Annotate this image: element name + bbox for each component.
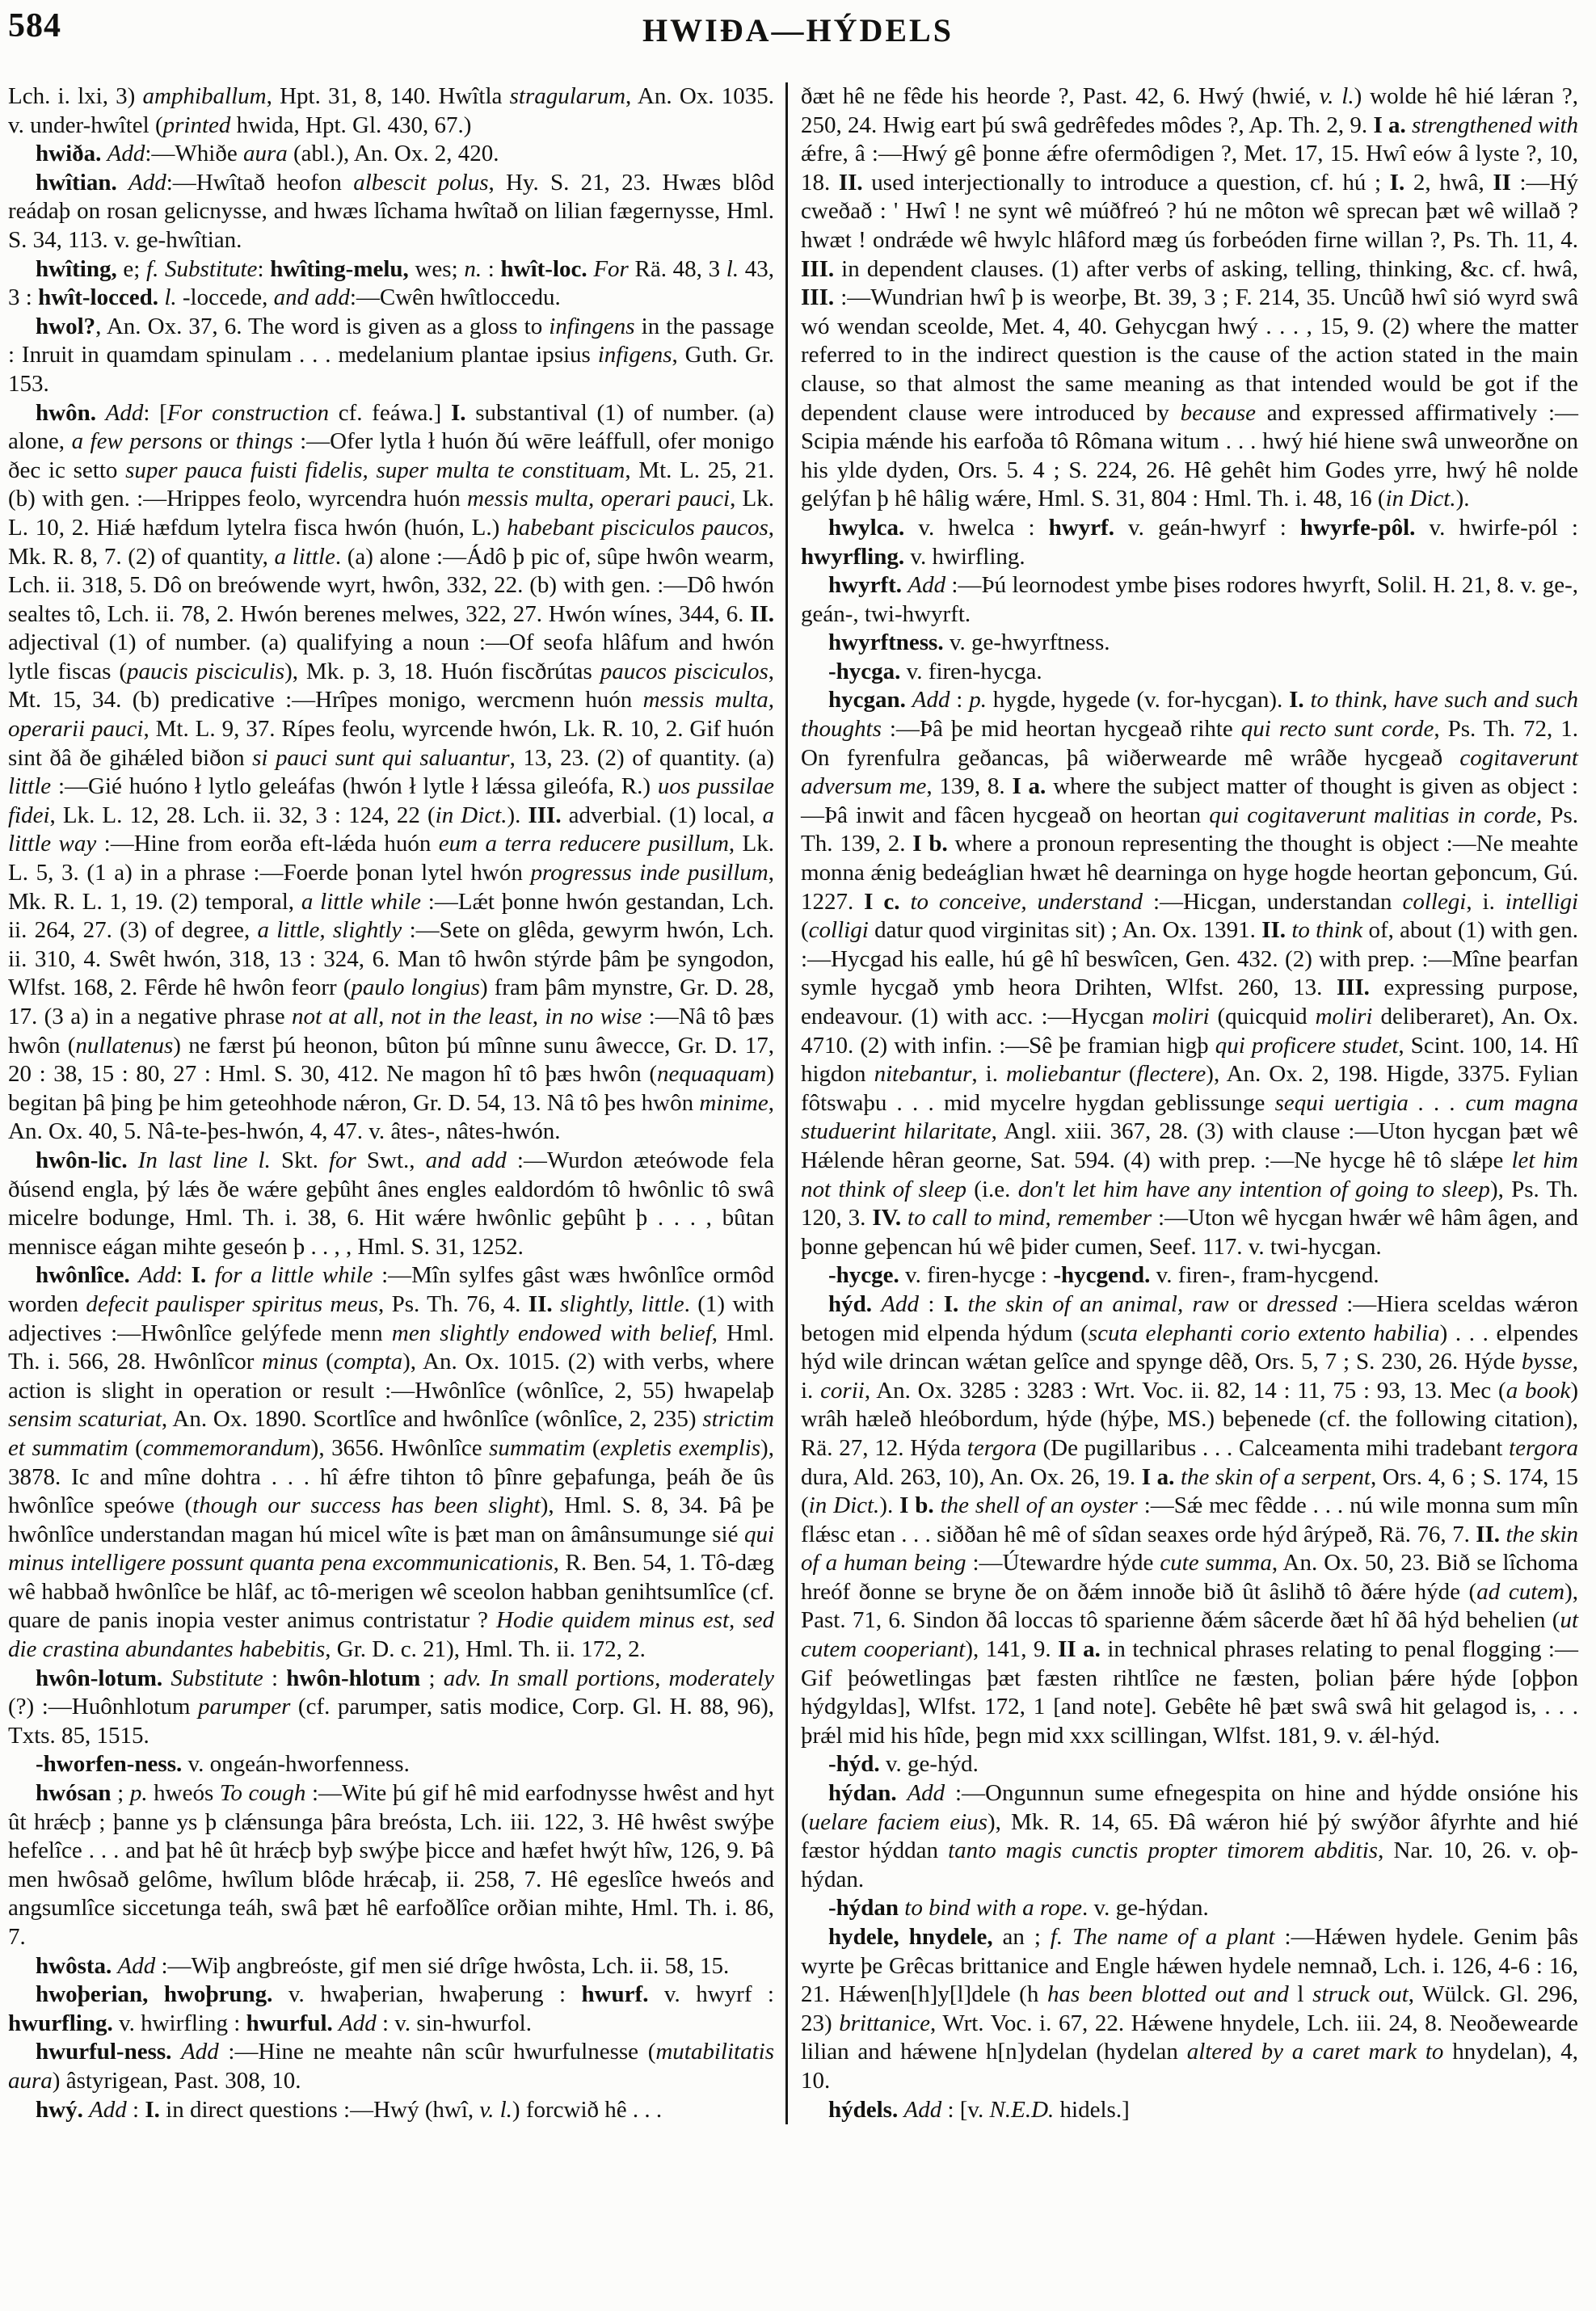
entry-paragraph: hwylca. v. hwelca : hwyrf. v. geán-hwyrf : hwyrfe-pôl. v. hwirfe-pól : hwyrfling. v. hwirfling. (801, 514, 1578, 570)
page-number: 584 (8, 7, 61, 44)
entry-paragraph: hwôn-lic. In last line l. Skt. for Swt., and add :—Wurdon æteówode fela ðúsend engla, þý lǽs ðe wǽre geþûht ânes engles ealdordóm tô hwônlic tô swâ micelre bodunge, Hml. Th. i. 38, 6. Hit wǽre hwônlic geþûht þ . . . , bûtan mennisce eágan mihte geseón þ . . , , Hml. S. 31, 1252. (8, 1147, 775, 1260)
column-left (8, 82, 785, 2124)
entry-paragraph: hwîtian. Add:—Hwîtað heofon albescit polus, Hy. S. 21, 23. Hwæs blôd reádaþ on rosan gelicnysse, and hwæs lîchama hwîtað on lilian fægernysse, Hml. S. 34, 113. v. ge-hwîtian. (8, 169, 775, 253)
entry-paragraph: -hýd. v. ge-hýd. (828, 1751, 979, 1778)
entry-paragraph: hwîting, e; f. Substitute: hwîting-melu, wes; n. : hwît-loc. For Rä. 48, 3 l. 43, 3 : hwît-locced. l. -loccede, and add:—Cwên hwîtloccedu. (8, 255, 775, 311)
entry-paragraph: hwurful-ness. Add :—Hine ne meahte nân scûr hwurfulnesse (mutabilitatis aura) âstyrigean, Past. 308, 10. (8, 2039, 774, 2094)
entry-paragraph: hwý. Add : I. in direct questions :—Hwý (hwî, v. l.) forcwið hê . . . (36, 2096, 663, 2123)
entry-paragraph: hycgan. Add : p. hygde, hygede (v. for-hycgan). I. to think, have such and such thoughts :—Þâ þe mid heortan hycgeað rihte qui recto sunt corde, Ps. Th. 72, 1. On fyrenfulra geðancas, þâ wiðerwearde mê wrâðe hycgeað cogitaverunt adversum me, 139, 8. I a. where the subject matter of thought is given as object :—Þâ inwit and fâcen hycgeað on heortan qui cogitaverunt malitias in corde, Ps. Th. 139, 2. I b. where a pronoun representing the thought is object :—Ne meahte monna ǽnig bedeáglian hwæt hê dearninga on hyge hogde heortan geþoncum, Gú. 1227. I c. to conceive, understand :—Hicgan, understandan collegi, i. intelligi (colligi datur quod virginitas sit) ; An. Ox. 1391. II. to think of, about (1) with gen. :—Hycgad his ealle, hú gê hî beswîcen, Gen. 432. (2) with prep. :—Mîne þearfan symle hycgað ymb heora Drihten, Wlfst. 260, 13. III. expressing purpose, endeavour. (1) with acc. :—Hycgan moliri (quicquid moliri deliberaret), An. Ox. 4710. (2) with infin. :—Sê þe framian higþ qui proficere studet, Scint. 100, 14. Hî higdon nitebantur, i. moliebantur (flectere), An. Ox. 2, 198. Higde, 3375. Fylian fôtswaþu . . . mid mycelre hygdan geblissunge sequi uertigia . . . cum magna studuerint hilaritate, Angl. xiii. 367, 28. (3) with clause :—Uton hycgan þæt wê Hǽlende hêran georne, Sat. 594. (4) with prep. :—Ne hycge hê tô slǽpe let him not think of sleep (i.e. don't let him have any intention of going to sleep), Ps. Th. 120, 3. IV. to call to mind, remember :—Uton wê hycgan hwǽr wê hâm âgen, and þonne geþencan hú wê þider cumen, Seef. 117. v. twi-hycgan. (801, 687, 1579, 1260)
entry-paragraph: -hycge. v. firen-hycge : -hycgend. v. firen-, fram-hycgend. (828, 1262, 1379, 1289)
page-title: HWIÐA—HÝDELS (642, 12, 954, 48)
page-header (0, 0, 1596, 79)
entry-paragraph: hwósan ; p. hweós To cough :—Wite þú gif hê mid earfodnysse hwêst and hyt ût hrǽcþ ; þanne ys þ clǽnsunga þâra breósta, Lch. iii. 122, 3. Hê hwêst swýþe hefelîce . . . and þat hê ût hrǽcþ byþ swýþe þicce and hæfet hwýt hîw, 126, 9. Þâ men hwôsað gelôme, hwîlum blôde hrǽcaþ, ii. 258, 7. Hê egeslîce hweós and angsumlîce siccetunga teáh, swâ þæt hê earfoðlîce orðian mihte, Hml. Th. i. 86, 7. (8, 1780, 774, 1950)
entry-paragraph: hwôn-lotum. Substitute : hwôn-hlotum ; adv. In small portions, moderately (?) :—Huônhlotum parumper (cf. parumper, satis modice, Corp. Gl. H. 88, 96), Txts. 85, 1515. (8, 1665, 775, 1749)
entry-paragraph: -hýdan to bind with a rope. v. ge-hýdan. (828, 1895, 1209, 1922)
entry-paragraph: hydele, hnydele, an ; f. The name of a plant :—Hǽwen hydele. Genim þâs wyrte þe Grêcas brittanice and Engle hǽwen hydele nemnað, Lch. i. 126, 4-6 : 16, 21. Hǽwen[h]y[l]dele (h has been blotted out and l struck out, Wülck. Gl. 296, 23) brittanice, Wrt. Voc. i. 67, 22. Hǽwene hnydele, Lch. iii. 24, 8. Neoðewearde lilian and hǽwene h[n]ydelan (hydelan altered by a caret mark to hnydelan), 4, 10. (801, 1924, 1579, 2094)
entry-paragraph: hwyrft. Add :—Þú leornodest ymbe þises rodores hwyrft, Solil. H. 21, 8. v. ge-, geán-, twi-hwyrft. (801, 572, 1578, 627)
text-columns (0, 82, 1596, 2124)
entry-paragraph: hýdels. Add : [v. N.E.D. hidels.] (828, 2096, 1130, 2123)
entry-paragraph: hýd. Add : I. the skin of an animal, raw or dressed :—Hiera sceldas wǽron betogen mid elpenda hýdum (scuta elephanti corio extento habilia) . . . elpendes hýd wile drincan wǽtan gelîce and spynge dêð, Ors. 5, 7 ; S. 230, 26. Hýde bysse, i. corii, An. Ox. 3285 : 3283 : Wrt. Voc. ii. 82, 14 : 11, 75 : 93, 13. Mec (a book) wrâh hæleð hleóbordum, hýde (hýþe, MS.) beþenede (cf. the following citation), Rä. 27, 12. Hýda tergora (De pugillaribus . . . Calceamenta mihi tradebant tergora dura, Ald. 263, 10), An. Ox. 26, 19. I a. the skin of a serpent, Ors. 4, 6 ; S. 174, 15 (in Dict.). I b. the shell of an oyster :—Sǽ mec fêdde . . . nú wile monna sum mîn flǽsc etan . . . siððan hê mê of sîdan seaxes orde hýd ârýpeð, Rä. 76, 7. II. the skin of a human being :—Útewardre hýde cute summa, An. Ox. 50, 23. Bið se lîchoma hreóf ðonne se bryne ðe on ðǽm innoðe bið ût âslihð tô ðǽre hýde (ad cutem), Past. 71, 6. Sindon ðâ loccas tô sparienne ðǽm sâcerde ðæt hî ðâ hýd behelien (ut cutem cooperiant), 141, 9. II a. in technical phrases relating to penal flogging :—Gif þeówetlingas þæt fæsten rihtlîce ne fæsten, þolian þǽre hýde [oþþon hýdgyldas], Wlfst. 172, 1 [and note]. Gebête hê þæt swâ swâ hit gelagod is, . . . þrǽl mid his hîde, þegn mid xxx scillingan, Wlfst. 181, 9. v. ǽl-hýd. (801, 1290, 1579, 1749)
entry-paragraph: Lch. i. lxi, 3) amphiballum, Hpt. 31, 8, 140. Hwîtla stragularum, An. Ox. 1035. v. under-hwîtel (printed hwida, Hpt. Gl. 430, 67.) (8, 83, 774, 138)
entry-paragraph: -hworfen-ness. v. ongeán-hworfenness. (36, 1751, 410, 1778)
column-right (785, 82, 1578, 2124)
entry-paragraph: hwyrftness. v. ge-hwyrftness. (828, 629, 1110, 656)
entry-paragraph: -hycga. v. firen-hycga. (828, 658, 1042, 684)
entry-paragraph: hýdan. Add :—Ongunnun sume efnegespita on hine and hýdde onsióne his (uelare faciem eius), Mk. R. 14, 65. Ðâ wǽron hié þý swýðor âfyrhte and hié fæstor hýddan tanto magis cunctis propter timorem abditis, Nar. 10, 26. v. oþ-hýdan. (801, 1780, 1579, 1892)
entry-paragraph: hwol?, An. Ox. 37, 6. The word is given as a gloss to infingens in the passage : Inruit in quamdam spinulam . . . medelanium plantae ipsius infigens, Guth. Gr. 153. (8, 313, 774, 397)
entry-paragraph: hwôsta. Add :—Wiþ angbreóste, gif men sié drîge hwôsta, Lch. ii. 58, 15. (36, 1952, 730, 1979)
entry-paragraph: ðæt hê ne fêde his heorde ?, Past. 42, 6. Hwý (hwié, v. l.) wolde hê hié lǽran ?, 250, 24. Hwig eart þú swâ gedrêfedes môdes ?, Ap. Th. 2, 9. I a. strengthened with ǽfre, â :—Hwý gê þonne ǽfre ofermôdigen ?, Met. 17, 15. Hwî eów â lyste ?, 10, 18. II. used interjectionally to introduce a question, cf. hú ; I. 2, hwâ, II :—Hý cweðað : ' Hwî ! ne synt wê múðfreó ? hú ne môton wê sprecan þæt wê willað ? hwæt ! ondrǽde wê hwylc hlâford mæg ús forbeóden firne willan ?, Ps. Th. 11, 4. III. in dependent clauses. (1) after verbs of asking, telling, thinking, &c. cf. hwâ, III. :—Wundrian hwî þ is weorþe, Bt. 39, 3 ; F. 214, 35. Uncûð hwî sió wyrd swâ wó wendan sceolde, Met. 4, 40. Gehycgan hwý . . . , 15, 9. (2) where the matter referred to in the indirect question is the cause of the action stated in the main clause, so that almost the same meaning as that intended would be got if the dependent clause were introduced by because and expressed affirmatively :—Scipia mǽnde his earfoða tô Rômana witum . . . hwý hié hiene swâ unweorðne on his ylde dyden, Ors. 5. 4 ; S. 224, 26. Hê gehêt him Godes yrre, hwý hê nolde gelýfan þ hê hâlig wǽre, Hml. S. 31, 804 : Hml. Th. i. 48, 16 (in Dict.). (801, 83, 1579, 512)
entry-paragraph: hwônlîce. Add: I. for a little while :—Mîn sylfes gâst wæs hwônlîce ormôd worden defecit paulisper spiritus meus, Ps. Th. 76, 4. II. slightly, little. (1) with adjectives :—Hwônlîce gelýfede menn men slightly endowed with belief, Hml. Th. i. 566, 28. Hwônlîcor minus (compta), An. Ox. 1015. (2) with verbs, where action is slight in operation or result :—Hwônlîce (wônlîce, 2, 55) hwapelaþ sensim scaturiat, An. Ox. 1890. Scortlîce and hwônlîce (wônlîce, 2, 235) strictim et summatim (commemorandum), 3656. Hwônlîce summatim (expletis exemplis), 3878. Ic and mîne dohtra . . . hî ǽfre tihton tô þînre geþafunga, þeáh ðe ûs hwônlîce speówe (though our success has been slight), Hml. S. 8, 34. Þâ þe hwônlîce understandan magan hú micel wîte is þæt man on âmânsumunge sié qui minus intelligere possunt quanta pena excommunicationis, R. Ben. 54, 1. Tô-dæg wê habbað hwônlîce be hlâf, ac tô-merigen wê sceolon habban genihtsumlîce (cf. quare de panis inopia vester animus contristatur ? Hodie quidem minus est, sed die crastina abundantes habebitis, Gr. D. c. 21), Hml. Th. ii. 172, 2. (8, 1262, 775, 1663)
entry-paragraph: hwiða. Add:—Whiðe aura (abl.), An. Ox. 2, 420. (36, 141, 499, 167)
entry-paragraph: hwoþerian, hwoþrung. v. hwaþerian, hwaþerung : hwurf. v. hwyrf : hwurfling. v. hwirfling : hwurful. Add : v. sin-hwurfol. (8, 1981, 774, 2036)
entry-paragraph: hwôn. Add: [For construction cf. feáwa.] I. substantival (1) of number. (a) alone, a few persons or things :—Ofer lytla ł huón ðú wēre leáffull, ofer monigo ðec ic setto super pauca fuisti fidelis, super multa te constituam, Mt. L. 25, 21. (b) with gen. :—Hrippes feolo, wyrcendra huón messis multa, operari pauci, Lk. L. 10, 2. Hiǽ hæfdum lytelra fisca hwón (huón, L.) habebant pisciculos paucos, Mk. R. 8, 7. (2) of quantity, a little. (a) alone :—Ádô þ pic of, sûpe hwôn wearm, Lch. ii. 318, 5. Dô on breówende wyrt, hwôn, 332, 22. (b) with gen. :—Dô hwón sealtes tô, Lch. ii. 78, 2. Hwón berenes melwes, 322, 27. Hwón wínes, 344, 6. II. adjectival (1) of number. (a) qualifying a noun :—Of seofa hlâfum and hwón lytle fiscas (paucis pisciculis), Mk. p. 3, 18. Huón fiscðrútas paucos pisciculos, Mt. 15, 34. (b) predicative :—Hrîpes monigo, wercmenn huón messis multa, operarii pauci, Mt. L. 9, 37. Rípes feolu, wyrcende hwón, Lk. R. 10, 2. Gif huón sint ðâ ðe gihǽled biðon si pauci sunt qui saluantur, 13, 23. (2) of quantity. (a) little :—Gié huóno ł lytlo geleáfas (hwón ł lytle ł lǽssa gileófa, R.) uos pussilae fidei, Lk. L. 12, 28. Lch. ii. 32, 3 : 124, 22 (in Dict.). III. adverbial. (1) local, a little way :—Hine from eorða eft-lǽda huón eum a terra reducere pusillum, Lk. L. 5, 3. (1 a) in a phrase :—Foerde þonan lytel hwón progressus inde pusillum, Mk. R. L. 1, 19. (2) temporal, a little while :—Lǽt þonne hwón gestandan, Lch. ii. 264, 27. (3) of degree, a little, slightly :—Sete on glêda, gewyrm hwón, Lch. ii. 310, 4. Swêt hwón, 318, 13 : 324, 6. Man tô hwôn stýrde þâm þe syngodon, Wlfst. 168, 2. Fêrde hê hwôn feorr (paulo longius) fram þâm mynstre, Gr. D. 28, 17. (3 a) in a negative phrase not at all, not in the least, in no wise :—Nâ tô þæs hwôn (nullatenus) ne færst þú heonon, bûton þú mînne sunu âwecce, Gr. D. 17, 20 : 38, 15 : 80, 27 : Hml. S. 30, 412. Ne magon hî tô þæs hwôn (nequaquam) begitan þâ þing þe him geteohhode nǽron, Gr. D. 54, 13. Nâ tô þes hwôn minime, An. Ox. 40, 5. Nâ-te-þes-hwón, 4, 47. v. âtes-, nâtes-hwón. (8, 399, 775, 1145)
